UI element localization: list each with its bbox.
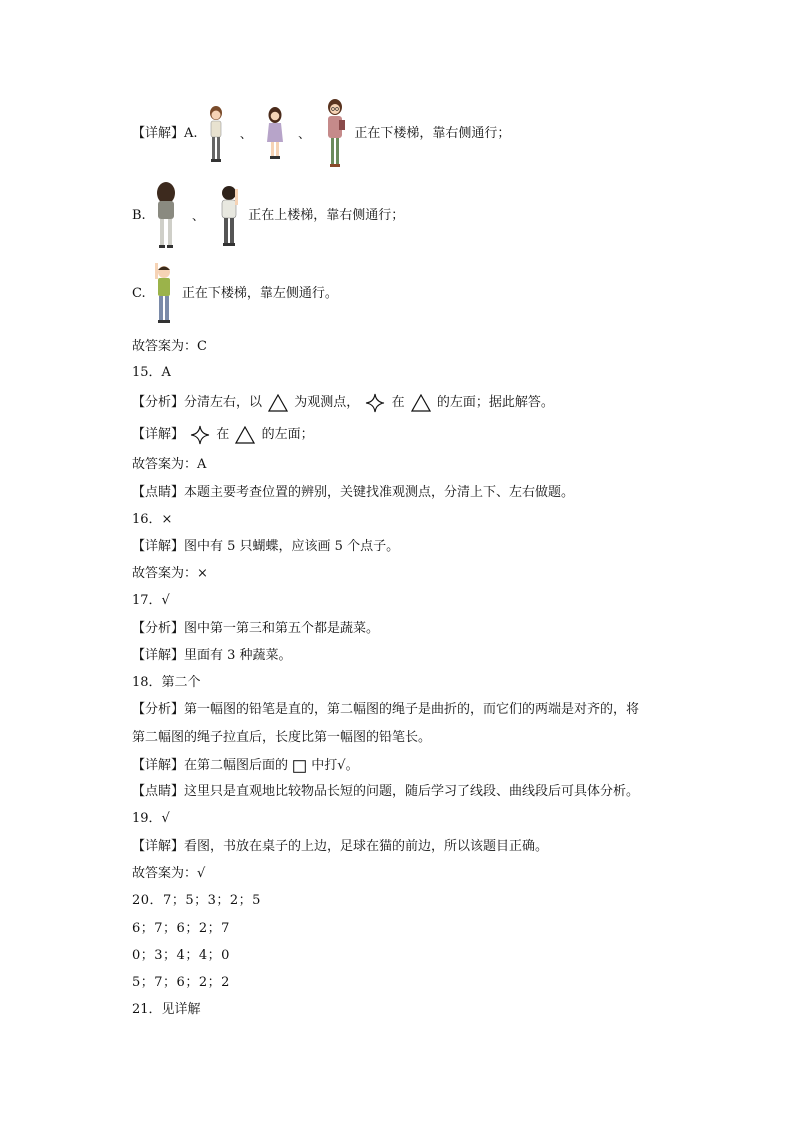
triangle-icon [235, 426, 255, 444]
q15-analysis-part3: 在 [391, 395, 405, 410]
q16-number: 16．× [132, 512, 173, 527]
q17-detail: 【详解】里面有 3 种蔬菜。 [132, 648, 292, 663]
triangle-icon [268, 394, 288, 412]
q19-answer: 故答案为：√ [132, 866, 206, 881]
q15-analysis-part4: 的左面；据此解答。 [436, 395, 554, 410]
q17-number: 17．√ [132, 593, 170, 608]
q14-sep-2: 、 [298, 127, 311, 141]
q16-detail: 【详解】图中有 5 只蝴蝶，应该画 5 个点子。 [132, 539, 400, 554]
boy-figure [152, 263, 176, 325]
q14-a-prefix: 【详解】A. [132, 126, 198, 141]
star-icon [190, 425, 210, 445]
q18-comment: 【点睛】这里只是直观地比较物品长短的问题，随后学习了线段、曲线段后可具体分析。 [132, 784, 640, 799]
q15-detail [132, 424, 314, 446]
q15-detail-part1: 【详解】 [132, 427, 185, 442]
q18-detail-part1: 【详解】在第二幅图后面的 [132, 758, 289, 773]
q14-sep-1: 、 [239, 127, 252, 141]
q20-row-4: 5；7；6；2；2 [132, 975, 230, 990]
q15-analysis-part2: 为观测点， [294, 395, 360, 410]
q14-b-sep: 、 [191, 209, 204, 223]
q16-answer: 故答案为：× [132, 566, 208, 581]
q14-c-text: 正在下楼梯，靠左侧通行。 [181, 286, 338, 301]
q14-line-b [132, 180, 404, 252]
q18-detail [132, 756, 359, 776]
checkbox-square-icon [293, 760, 306, 773]
back-figure-1 [152, 181, 180, 251]
q14-b-prefix: B. [132, 208, 146, 223]
q18-analysis-line1: 【分析】第一幅图的铅笔是直的，第二幅图的绳子是曲折的，而它们的两端是对齐的，将 [132, 702, 640, 717]
q17-analysis: 【分析】图中第一第三和第五个都是蔬菜。 [132, 621, 380, 636]
star-icon [365, 393, 385, 413]
q15-detail-part2: 在 [216, 427, 230, 442]
q15-comment: 【点睛】本题主要考查位置的辨别，关键找准观测点，分清上下、左右做题。 [132, 485, 575, 500]
girl-figure-2 [264, 106, 286, 162]
q20-row-3: 0；3；4；4；0 [132, 948, 230, 963]
q15-answer: 故答案为：A [132, 457, 207, 472]
q20-row-2: 6；7；6；2；7 [132, 921, 230, 936]
q14-a-text: 正在下楼梯，靠右侧通行； [354, 126, 511, 141]
q20-row-1: 20．7；5；3；2；5 [132, 893, 261, 908]
q19-number: 19．√ [132, 811, 170, 826]
q15-analysis-part1: 【分析】分清左右，以 [132, 395, 263, 410]
back-figure-2 [216, 183, 242, 249]
q14-line-a [132, 98, 510, 170]
q14-c-prefix: C. [132, 286, 146, 301]
q15-number: 15．A [132, 365, 171, 380]
q18-analysis-line2: 第二幅图的绳子拉直后，长度比第一幅图的铅笔长。 [132, 730, 432, 745]
woman-figure [322, 98, 348, 170]
q18-detail-part2: 中打√。 [311, 758, 359, 773]
triangle-icon [411, 394, 431, 412]
girl-figure-1 [204, 104, 228, 164]
q14-b-text: 正在上楼梯，靠右侧通行； [248, 208, 405, 223]
q18-number: 18．第二个 [132, 675, 201, 690]
q15-detail-part3: 的左面； [261, 427, 314, 442]
q14-answer: 故答案为：C [132, 339, 207, 354]
q19-detail: 【详解】看图，书放在桌子的上边，足球在猫的前边，所以该题目正确。 [132, 839, 549, 854]
q15-analysis [132, 392, 554, 414]
q14-line-c [132, 262, 338, 326]
q21-number: 21．见详解 [132, 1002, 201, 1017]
